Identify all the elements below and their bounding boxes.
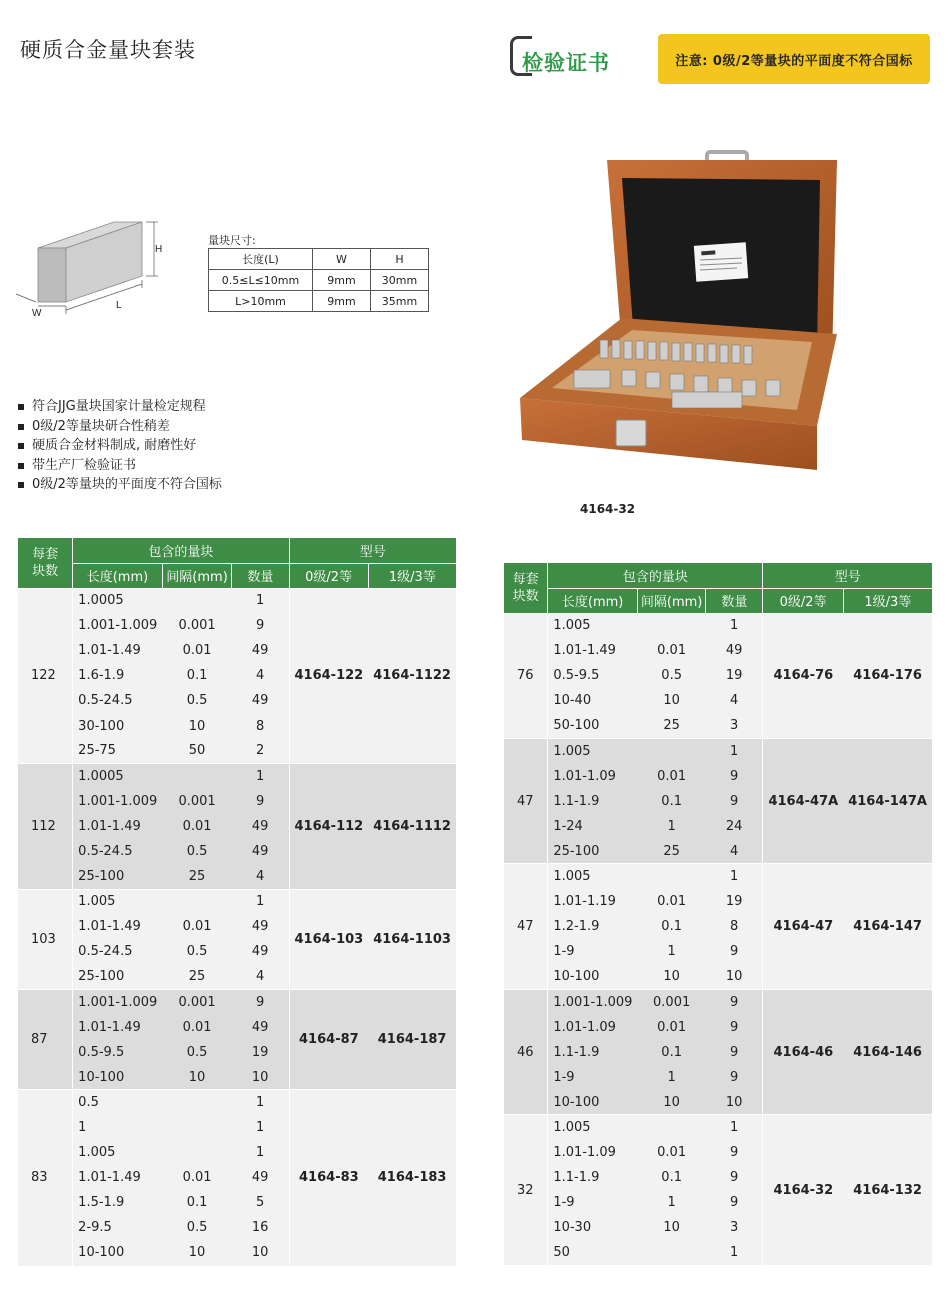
qty-cell: 8 <box>706 914 763 939</box>
interval-cell <box>637 613 705 638</box>
gauge-set-table-left <box>18 538 456 1266</box>
interval-cell <box>162 889 232 914</box>
set-count-cell: 46 <box>504 989 548 1114</box>
length-cell: 1.001-1.009 <box>548 989 638 1014</box>
qty-cell: 49 <box>232 939 289 964</box>
interval-cell: 10 <box>162 1240 232 1265</box>
set-count-cell: 76 <box>504 613 548 738</box>
length-cell: 1.5-1.9 <box>73 1190 163 1215</box>
interval-cell: 0.5 <box>162 688 232 713</box>
length-cell: 25-100 <box>73 964 163 989</box>
interval-cell: 0.1 <box>637 1165 705 1190</box>
qty-cell: 49 <box>706 638 763 663</box>
qty-cell: 1 <box>232 1140 289 1165</box>
length-cell: 1.005 <box>548 613 638 638</box>
interval-cell <box>637 1240 705 1265</box>
header-length: 长度(mm) <box>73 563 163 588</box>
length-cell: 25-75 <box>73 739 163 764</box>
size-cell: 30mm <box>371 270 429 291</box>
qty-cell: 9 <box>232 990 289 1015</box>
feature-item: 符合JJG量块国家计量检定规程 <box>18 397 222 417</box>
interval-cell: 0.1 <box>637 1040 705 1065</box>
size-table-header <box>209 249 429 270</box>
model-grade0-cell: 4164-32 <box>763 1115 843 1266</box>
model-grade0-cell: 4164-122 <box>289 588 368 764</box>
qty-cell: 1 <box>706 738 763 763</box>
qty-cell: 9 <box>706 989 763 1014</box>
interval-cell: 0.1 <box>637 789 705 814</box>
length-cell: 1.01-1.09 <box>548 1015 638 1040</box>
table-row <box>504 613 932 638</box>
interval-cell: 0.5 <box>162 1040 232 1065</box>
interval-cell: 0.01 <box>637 1140 705 1165</box>
qty-cell: 4 <box>706 688 763 713</box>
length-cell: 0.5-24.5 <box>73 939 163 964</box>
qty-cell: 16 <box>232 1215 289 1240</box>
length-cell: 1.1-1.9 <box>548 1040 638 1065</box>
length-cell: 10-100 <box>73 1240 163 1265</box>
interval-cell: 0.001 <box>162 789 232 814</box>
interval-cell: 1 <box>637 1190 705 1215</box>
header-count-line1: 每套 <box>32 546 59 562</box>
header-count-line1: 每套 <box>512 571 539 587</box>
photo-caption: 4164-32 <box>580 502 636 516</box>
length-cell: 30-100 <box>73 713 163 738</box>
length-cell: 50 <box>548 1240 638 1265</box>
interval-cell <box>162 1115 232 1140</box>
qty-cell: 49 <box>232 1015 289 1040</box>
length-cell: 1.01-1.09 <box>548 764 638 789</box>
length-cell: 1-9 <box>548 1190 638 1215</box>
header-interval: 间隔(mm) <box>637 588 705 613</box>
length-cell: 1 <box>73 1115 163 1140</box>
qty-cell: 9 <box>706 939 763 964</box>
model-grade1-cell: 4164-1122 <box>368 588 456 764</box>
model-grade0-cell: 4164-46 <box>763 989 843 1114</box>
length-cell: 1.01-1.49 <box>73 1165 163 1190</box>
interval-cell <box>637 864 705 889</box>
table-row <box>18 588 456 613</box>
length-cell: 1.2-1.9 <box>548 914 638 939</box>
qty-cell: 3 <box>706 1215 763 1240</box>
header-length: 长度(mm) <box>548 588 638 613</box>
length-cell: 1.001-1.009 <box>73 990 163 1015</box>
diagram-label-h: H <box>155 244 163 255</box>
size-cell: L>10mm <box>209 291 313 312</box>
qty-cell: 2 <box>232 739 289 764</box>
interval-cell: 0.1 <box>637 914 705 939</box>
table-row <box>504 738 932 763</box>
certificate-logo-text: 检验证书 <box>522 51 610 75</box>
header-qty: 数量 <box>232 563 289 588</box>
feature-item: 0级/2等量块研合性稍差 <box>18 417 222 437</box>
interval-cell: 0.1 <box>162 663 232 688</box>
set-count-cell: 83 <box>18 1090 73 1266</box>
model-grade0-cell: 4164-76 <box>763 613 843 738</box>
interval-cell: 0.001 <box>162 613 232 638</box>
length-cell: 2-9.5 <box>73 1215 163 1240</box>
interval-cell: 50 <box>162 739 232 764</box>
diagram-label-w: W <box>32 308 42 319</box>
size-table-caption: 量块尺寸: <box>208 234 256 247</box>
interval-cell: 0.01 <box>637 638 705 663</box>
model-grade1-cell: 4164-147A <box>843 738 932 863</box>
length-cell: 25-100 <box>73 864 163 889</box>
length-cell: 1.6-1.9 <box>73 663 163 688</box>
length-cell: 0.5-24.5 <box>73 839 163 864</box>
length-cell: 1.005 <box>548 1115 638 1140</box>
qty-cell: 8 <box>232 713 289 738</box>
interval-cell: 0.5 <box>162 839 232 864</box>
length-cell: 25-100 <box>548 839 638 864</box>
length-cell: 1-9 <box>548 939 638 964</box>
interval-cell <box>637 1115 705 1140</box>
qty-cell: 9 <box>706 1065 763 1090</box>
qty-cell: 9 <box>706 1015 763 1040</box>
model-grade1-cell: 4164-183 <box>368 1090 456 1266</box>
length-cell: 10-100 <box>73 1065 163 1090</box>
interval-cell: 10 <box>162 1065 232 1090</box>
interval-cell <box>162 1140 232 1165</box>
length-cell: 10-30 <box>548 1215 638 1240</box>
page-title: 硬质合金量块套装 <box>20 38 196 62</box>
interval-cell: 10 <box>162 713 232 738</box>
interval-cell: 1 <box>637 814 705 839</box>
certificate-card <box>694 242 748 282</box>
interval-cell: 1 <box>637 1065 705 1090</box>
interval-cell: 0.001 <box>637 989 705 1014</box>
length-cell: 1.01-1.49 <box>73 914 163 939</box>
length-cell: 1.005 <box>73 1140 163 1165</box>
length-cell: 10-40 <box>548 688 638 713</box>
model-grade0-cell: 4164-112 <box>289 764 368 889</box>
interval-cell: 0.01 <box>162 1165 232 1190</box>
interval-cell <box>162 588 232 613</box>
interval-cell: 0.1 <box>162 1190 232 1215</box>
qty-cell: 10 <box>232 1240 289 1265</box>
size-header-h: H <box>371 249 429 270</box>
length-cell: 1.0005 <box>73 588 163 613</box>
qty-cell: 9 <box>706 1040 763 1065</box>
interval-cell: 0.001 <box>162 990 232 1015</box>
qty-cell: 1 <box>232 1115 289 1140</box>
table-row <box>504 1115 932 1140</box>
interval-cell: 0.5 <box>162 939 232 964</box>
interval-cell: 0.01 <box>637 889 705 914</box>
interval-cell <box>162 1090 232 1115</box>
interval-cell: 0.01 <box>162 914 232 939</box>
qty-cell: 4 <box>232 663 289 688</box>
header-model: 型号 <box>289 538 456 563</box>
size-cell: 9mm <box>313 270 371 291</box>
length-cell: 0.5 <box>73 1090 163 1115</box>
qty-cell: 19 <box>706 663 763 688</box>
length-cell: 1.01-1.19 <box>548 889 638 914</box>
header-grade1: 1级/3等 <box>368 563 456 588</box>
qty-cell: 9 <box>706 1140 763 1165</box>
length-cell: 1.001-1.009 <box>73 613 163 638</box>
interval-cell: 10 <box>637 1215 705 1240</box>
interval-cell: 25 <box>637 713 705 738</box>
header-blocks: 包含的量块 <box>548 563 763 588</box>
table-body-left <box>18 588 456 1266</box>
qty-cell: 19 <box>706 889 763 914</box>
interval-cell: 0.01 <box>162 1015 232 1040</box>
size-table-row <box>209 270 429 291</box>
model-grade1-cell: 4164-176 <box>843 613 932 738</box>
set-count-cell: 47 <box>504 738 548 863</box>
header-count-line2: 块数 <box>32 563 59 579</box>
header-count <box>504 563 548 613</box>
length-cell: 1.01-1.49 <box>73 814 163 839</box>
qty-cell: 9 <box>706 1190 763 1215</box>
feature-item: 带生产厂检验证书 <box>18 456 222 476</box>
length-cell: 1.005 <box>548 738 638 763</box>
size-cell: 35mm <box>371 291 429 312</box>
interval-cell <box>162 764 232 789</box>
certificate-logo <box>510 36 622 78</box>
table-row <box>18 1090 456 1115</box>
length-cell: 10-100 <box>548 1090 638 1115</box>
length-cell: 1.001-1.009 <box>73 789 163 814</box>
model-grade0-cell: 4164-47A <box>763 738 843 863</box>
gauge-set-table-right <box>504 563 932 1265</box>
header-interval: 间隔(mm) <box>162 563 232 588</box>
header-model: 型号 <box>763 563 932 588</box>
set-count-cell: 112 <box>18 764 73 889</box>
qty-cell: 1 <box>706 613 763 638</box>
interval-cell: 1 <box>637 939 705 964</box>
model-grade0-cell: 4164-47 <box>763 864 843 989</box>
qty-cell: 1 <box>232 588 289 613</box>
qty-cell: 10 <box>232 1065 289 1090</box>
length-cell: 50-100 <box>548 713 638 738</box>
feature-item: 硬质合金材料制成, 耐磨性好 <box>18 436 222 456</box>
qty-cell: 49 <box>232 814 289 839</box>
qty-cell: 1 <box>706 1115 763 1140</box>
interval-cell: 25 <box>162 964 232 989</box>
table-row <box>504 989 932 1014</box>
qty-cell: 49 <box>232 1165 289 1190</box>
qty-cell: 1 <box>232 1090 289 1115</box>
length-cell: 1.1-1.9 <box>548 789 638 814</box>
table-row <box>18 990 456 1015</box>
length-cell: 1-24 <box>548 814 638 839</box>
diagram-label-l: L <box>116 300 122 311</box>
qty-cell: 9 <box>706 789 763 814</box>
size-cell: 9mm <box>313 291 371 312</box>
header-grade0: 0级/2等 <box>289 563 368 588</box>
qty-cell: 9 <box>706 1165 763 1190</box>
qty-cell: 49 <box>232 688 289 713</box>
length-cell: 1.01-1.09 <box>548 1140 638 1165</box>
qty-cell: 24 <box>706 814 763 839</box>
length-cell: 1.01-1.49 <box>548 638 638 663</box>
feature-item: 0级/2等量块的平面度不符合国标 <box>18 475 222 495</box>
header-grade0: 0级/2等 <box>763 588 843 613</box>
interval-cell: 25 <box>162 864 232 889</box>
set-count-cell: 47 <box>504 864 548 989</box>
qty-cell: 4 <box>232 964 289 989</box>
model-grade1-cell: 4164-132 <box>843 1115 932 1266</box>
qty-cell: 49 <box>232 914 289 939</box>
table-row <box>504 864 932 889</box>
feature-list <box>18 397 222 495</box>
qty-cell: 49 <box>232 638 289 663</box>
length-cell: 10-100 <box>548 964 638 989</box>
length-cell: 0.5-9.5 <box>73 1040 163 1065</box>
interval-cell: 0.01 <box>162 814 232 839</box>
header-count-line2: 块数 <box>512 588 539 604</box>
model-grade0-cell: 4164-103 <box>289 889 368 989</box>
model-grade1-cell: 4164-146 <box>843 989 932 1114</box>
length-cell: 1.0005 <box>73 764 163 789</box>
length-cell: 1-9 <box>548 1065 638 1090</box>
length-cell: 1.005 <box>73 889 163 914</box>
table-row <box>18 889 456 914</box>
header-count <box>18 538 73 588</box>
qty-cell: 9 <box>706 764 763 789</box>
qty-cell: 4 <box>232 864 289 889</box>
qty-cell: 1 <box>232 889 289 914</box>
set-count-cell: 122 <box>18 588 73 764</box>
size-table-row <box>209 291 429 312</box>
qty-cell: 1 <box>706 864 763 889</box>
length-cell: 1.1-1.9 <box>548 1165 638 1190</box>
length-cell: 1.01-1.49 <box>73 638 163 663</box>
product-photo <box>512 148 847 493</box>
qty-cell: 9 <box>232 789 289 814</box>
qty-cell: 49 <box>232 839 289 864</box>
qty-cell: 1 <box>232 764 289 789</box>
latch-icon <box>616 420 646 446</box>
length-cell: 0.5-9.5 <box>548 663 638 688</box>
model-grade1-cell: 4164-147 <box>843 864 932 989</box>
interval-cell: 10 <box>637 1090 705 1115</box>
header-qty: 数量 <box>706 588 763 613</box>
model-grade0-cell: 4164-87 <box>289 990 368 1090</box>
qty-cell: 4 <box>706 839 763 864</box>
size-table <box>208 248 429 312</box>
header-blocks: 包含的量块 <box>73 538 289 563</box>
length-cell: 1.01-1.49 <box>73 1015 163 1040</box>
set-count-cell: 103 <box>18 889 73 989</box>
notice-banner: 注意: 0级/2等量块的平面度不符合国标 <box>658 34 930 84</box>
length-cell: 0.5-24.5 <box>73 688 163 713</box>
interval-cell <box>637 738 705 763</box>
size-header-length: 长度(L) <box>209 249 313 270</box>
table-row <box>18 764 456 789</box>
qty-cell: 3 <box>706 713 763 738</box>
interval-cell: 25 <box>637 839 705 864</box>
qty-cell: 10 <box>706 1090 763 1115</box>
size-cell: 0.5≤L≤10mm <box>209 270 313 291</box>
table-body-right <box>504 613 932 1265</box>
interval-cell: 0.01 <box>637 764 705 789</box>
qty-cell: 9 <box>232 613 289 638</box>
interval-cell: 0.01 <box>162 638 232 663</box>
model-grade1-cell: 4164-1112 <box>368 764 456 889</box>
interval-cell: 10 <box>637 688 705 713</box>
interval-cell: 0.01 <box>637 1015 705 1040</box>
interval-cell: 10 <box>637 964 705 989</box>
interval-cell: 0.5 <box>637 663 705 688</box>
model-grade1-cell: 4164-1103 <box>368 889 456 989</box>
interval-cell: 0.5 <box>162 1215 232 1240</box>
model-grade0-cell: 4164-83 <box>289 1090 368 1266</box>
model-grade1-cell: 4164-187 <box>368 990 456 1090</box>
qty-cell: 1 <box>706 1240 763 1265</box>
qty-cell: 10 <box>706 964 763 989</box>
qty-cell: 5 <box>232 1190 289 1215</box>
header-grade1: 1级/3等 <box>843 588 932 613</box>
length-cell: 1.005 <box>548 864 638 889</box>
set-count-cell: 87 <box>18 990 73 1090</box>
size-header-w: W <box>313 249 371 270</box>
set-count-cell: 32 <box>504 1115 548 1266</box>
qty-cell: 19 <box>232 1040 289 1065</box>
gauge-block-diagram <box>14 210 184 320</box>
